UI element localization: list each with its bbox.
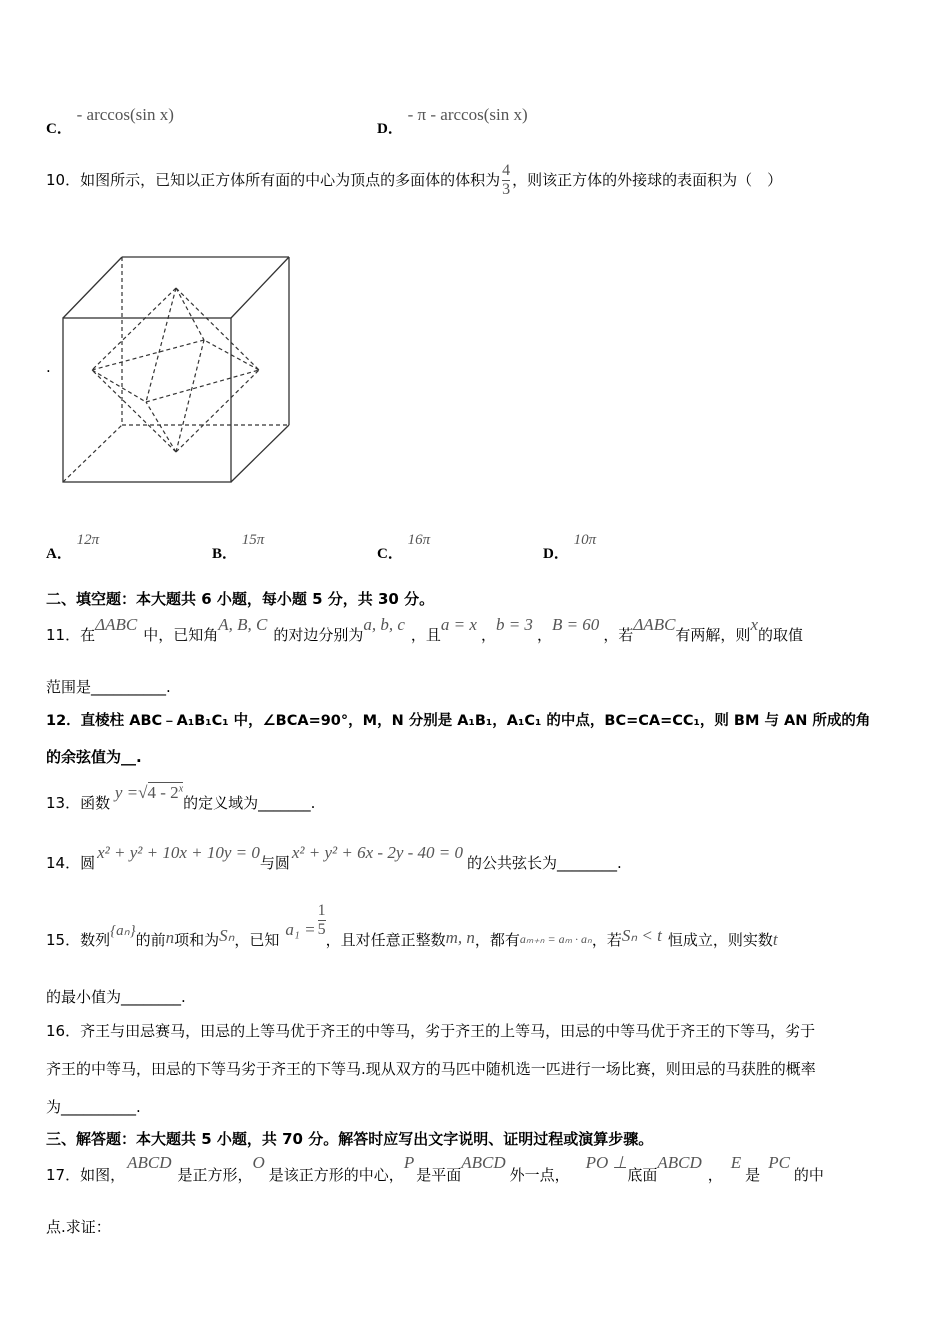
option-expression: - π - arccos(sin x) [407, 105, 528, 124]
text: 的取值 [757, 626, 803, 644]
q10-stem [46, 162, 782, 199]
text: 函数 [80, 794, 111, 812]
q10-option-d [543, 528, 597, 562]
option-letter: A． [46, 546, 72, 562]
option-value: 12π [76, 532, 100, 548]
math: E [730, 1153, 742, 1172]
q11-line2: 范围是__________. [46, 678, 171, 696]
fraction [318, 902, 326, 939]
option-letter: C． [46, 121, 72, 137]
text: ，若 [603, 626, 634, 644]
figure-mark: . [46, 358, 51, 376]
q10-option-b [212, 528, 265, 562]
question-number: 17． [46, 1166, 81, 1184]
math: a = x [440, 615, 477, 634]
q15-stem [46, 902, 778, 949]
numerator: 4 [502, 162, 511, 179]
math: PO ⊥ [585, 1153, 628, 1172]
q10-option-c [377, 528, 431, 562]
option-letter: D． [543, 546, 569, 562]
question-number: 10． [46, 171, 81, 189]
text: 中，已知角 [143, 626, 219, 644]
text: ， [536, 626, 552, 644]
q14-stem [46, 842, 622, 872]
math: A, B, C [218, 615, 268, 634]
option-letter: D． [377, 121, 403, 137]
q12-line1: 12．直棱柱 ABC﹣A₁B₁C₁ 中，∠BCA=90°，M，N 分别是 A₁B₁，A₁C₁ 的中点，BC=CA=CC₁，则 BM 与 AN 所成的角 [46, 713, 871, 729]
math: t [772, 930, 778, 949]
text: 如图， [80, 1166, 126, 1184]
q11-stem [46, 614, 803, 644]
text: 外一点， [509, 1166, 570, 1184]
question-number: 14． [46, 854, 81, 872]
math: n [165, 928, 175, 947]
text: 是该正方形的中心， [268, 1166, 404, 1184]
option-value: 10π [573, 532, 597, 548]
denominator: 3 [502, 181, 511, 198]
text: 是 [745, 1166, 761, 1184]
q10-option-a [46, 528, 100, 562]
text: 底面 [627, 1166, 658, 1184]
radicand-text: 4 - 2 [147, 783, 179, 802]
math: m, n [445, 928, 475, 947]
q17-stem [46, 1152, 824, 1184]
text: ， [707, 1166, 723, 1184]
text: 是平面 [416, 1166, 462, 1184]
question-text: ，则该正方体的外接球的表面积为（ ） [512, 171, 783, 189]
q16-line2: 齐王的中等马，田忌的下等马劣于齐王的下等马.现从双方的马匹中随机选一匹进行一场比赛，则田忌的马获胜的概率 [46, 1060, 816, 1078]
option-expression: - arccos(sin x) [76, 105, 174, 124]
option-letter: B． [212, 546, 238, 562]
text: 有两解，则 [675, 626, 751, 644]
section-heading: 三、解答题：本大题共 5 小题，共 70 分。解答时应写出文字说明、证明过程或演算步骤。 [46, 1130, 654, 1148]
question-text: 如图所示，已知以正方体所有面的中心为顶点的多面体的体积为 [80, 171, 501, 189]
text: 与圆 [259, 854, 290, 872]
math: x² + y² + 6x - 2y - 40 = 0 [291, 843, 464, 862]
math: ΔABC [95, 615, 138, 634]
text: ，已知 [234, 931, 280, 949]
math: O [252, 1153, 265, 1172]
q9-option-c [46, 104, 174, 137]
q15-line2: 的最小值为________. [46, 988, 186, 1006]
exponent: x [178, 783, 184, 795]
q16-line1: 16．齐王与田忌赛马，田忌的上等马优于齐王的中等马，劣于齐王的上等马，田忌的中等马优于齐王的下等马，劣于 [46, 1022, 816, 1040]
q9-option-d [377, 104, 528, 137]
text: 的前 [135, 931, 166, 949]
text: 的对边分别为 [273, 626, 364, 644]
text: 项和为 [174, 931, 220, 949]
math: ABCD [657, 1153, 702, 1172]
cube-hidden-diagonal [63, 425, 122, 482]
math: P [403, 1153, 415, 1172]
question-number: 11． [46, 626, 81, 644]
math: Sₙ [219, 926, 235, 945]
math: a, b, c [363, 615, 405, 634]
q16-line3: 为__________. [46, 1098, 141, 1116]
math: a₁ = [285, 920, 316, 939]
text: ，且 [410, 626, 441, 644]
section-heading: 二、填空题：本大题共 6 小题，每小题 5 分，共 30 分。 [46, 590, 435, 608]
fraction [502, 162, 510, 199]
question-number: 15． [46, 931, 81, 949]
math: B = 60 [551, 615, 600, 634]
math: b = 3 [495, 615, 533, 634]
question-number: 13． [46, 794, 81, 812]
math: aₘ₊ₙ = aₘ · aₙ [519, 932, 592, 946]
text: 的中 [793, 1166, 824, 1184]
text: 在 [80, 626, 96, 644]
radicand [148, 782, 184, 802]
math: y = [114, 783, 139, 802]
text: ，都有 [474, 931, 520, 949]
math: x [750, 615, 758, 634]
math: Sₙ < t [621, 926, 662, 945]
text: ，若 [591, 931, 622, 949]
q17-line2: 点.求证： [46, 1218, 111, 1236]
text: 是正方形， [177, 1166, 253, 1184]
denominator: 5 [317, 921, 326, 938]
q12-line2: 的余弦值为__. [46, 748, 142, 766]
text: ，且对任意正整数 [325, 931, 446, 949]
option-letter: C． [377, 546, 403, 562]
q13-stem [46, 782, 316, 812]
text: 的公共弦长为________. [467, 854, 622, 872]
numerator: 1 [317, 902, 326, 919]
text: ， [480, 626, 496, 644]
math: PC [768, 1153, 790, 1172]
option-value: 16π [407, 532, 431, 548]
text: 数列 [80, 931, 111, 949]
math: x² + y² + 10x + 10y = 0 [97, 843, 260, 862]
radical-sign: √ [138, 783, 148, 802]
text: 圆 [80, 854, 96, 872]
cube-octahedron-figure [58, 252, 298, 487]
text: 恒成立，则实数 [667, 931, 773, 949]
math: {aₙ} [110, 923, 136, 939]
math: ABCD [461, 1153, 506, 1172]
math: ABCD [127, 1153, 172, 1172]
option-value: 15π [241, 532, 265, 548]
math: ΔABC [633, 615, 676, 634]
text: 的定义域为_______. [183, 794, 316, 812]
